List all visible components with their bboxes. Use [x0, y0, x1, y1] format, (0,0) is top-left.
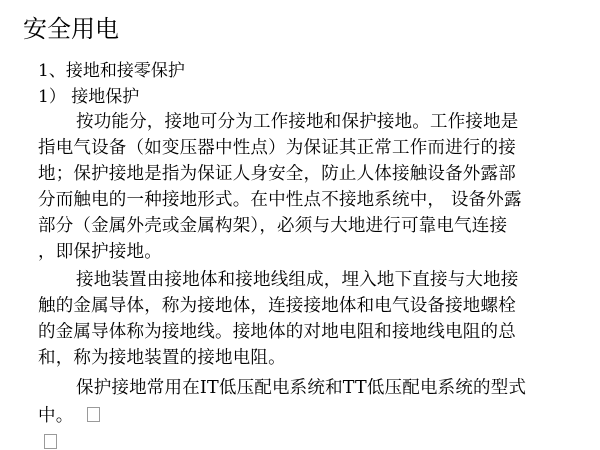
paragraph-text: 中。 — [38, 406, 74, 426]
paragraph-line: 的金属导体称为接地线。接地体的对地电阻和接地线电阻的总 — [38, 322, 516, 342]
paragraph-line: 指电气设备（如变压器中性点）为保证其正常工作而进行的接 — [38, 138, 516, 158]
paragraph-line: ，即保护接地。 — [38, 242, 162, 262]
paragraph-line: 触的金属导体，称为接地体，连接接地体和电气设备接地螺栓 — [38, 296, 516, 316]
paragraph-line-last — [38, 404, 100, 428]
section-heading: 1、接地和接零保护 — [38, 61, 185, 81]
paragraph-line: 保护接地常用在IT低压配电系统和TT低压配电系统的型式 — [76, 378, 527, 398]
page-title: 安全用电 — [23, 15, 119, 43]
paragraph-line: 按功能分，接地可分为工作接地和保护接地。工作接地是 — [76, 112, 519, 132]
paragraph-line: 地；保护接地是指为保证人身安全，防止人体接触设备外露部 — [38, 164, 516, 184]
subsection-heading: 1） 接地保护 — [38, 87, 140, 107]
paragraph-line: 分而触电的一种接地形式。在中性点不接地系统中， 设备外露 — [38, 190, 522, 210]
placeholder-box-icon — [87, 407, 100, 422]
placeholder-box-icon — [44, 434, 57, 449]
paragraph-line: 和，称为接地装置的接地电阻。 — [38, 348, 286, 368]
paragraph-line: 接地装置由接地体和接地线组成，埋入地下直接与大地接 — [76, 270, 519, 290]
paragraph-line: 部分（金属外壳或金属构架），必须与大地进行可靠电气连接 — [38, 216, 508, 236]
